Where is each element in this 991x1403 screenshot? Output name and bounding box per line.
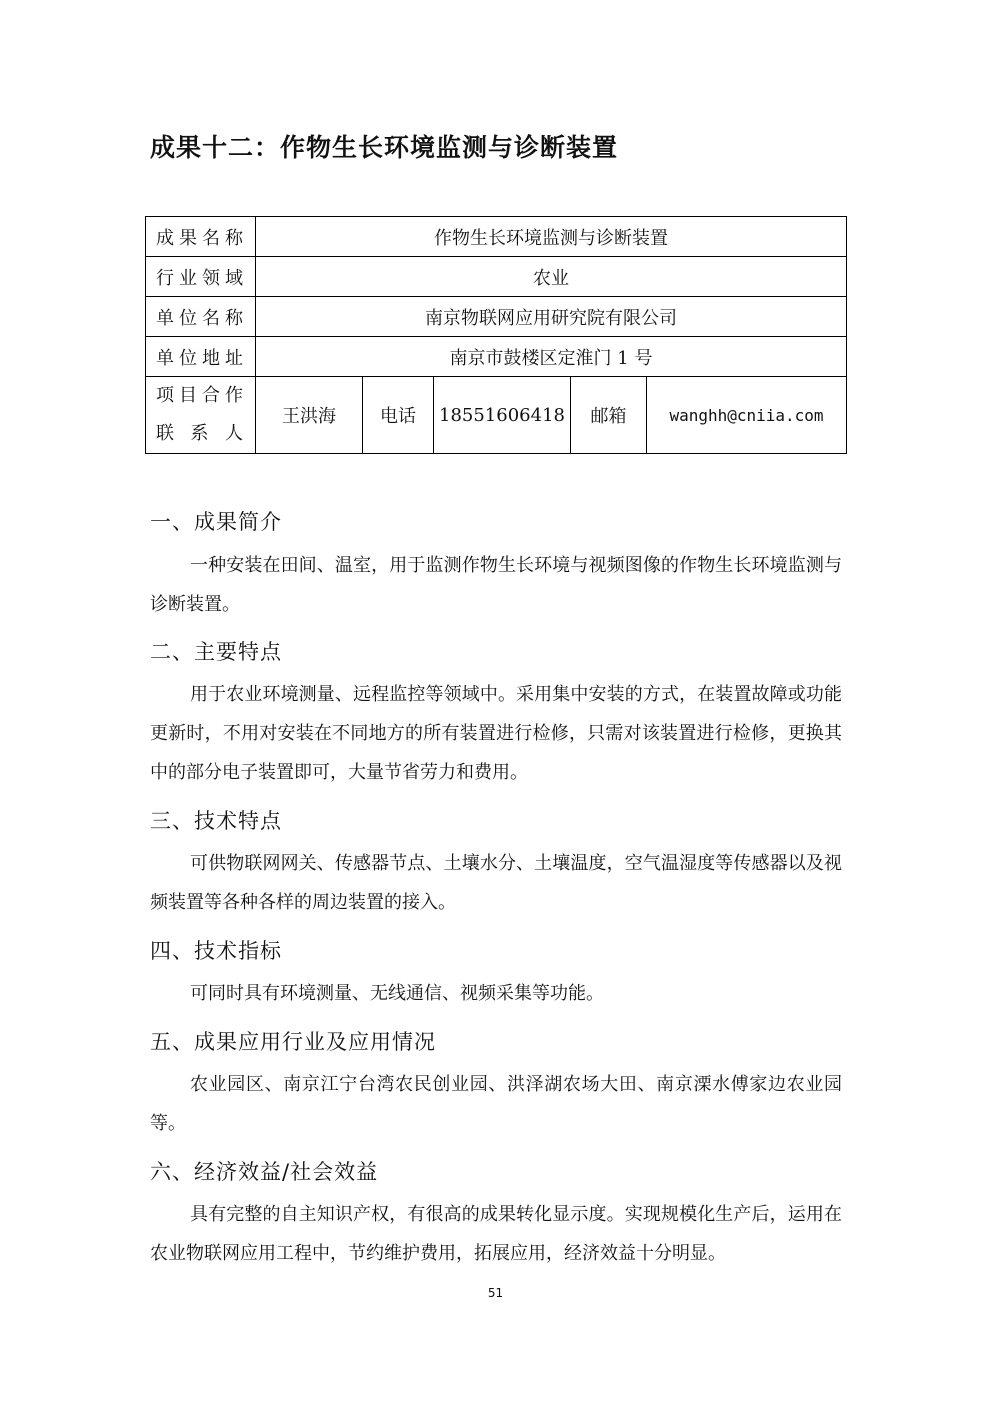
value-achievement-name: 作物生长环境监测与诊断装置 [256,217,847,257]
label-organization: 单位名称 [146,297,256,337]
section-body-tech-specs: 可同时具有环境测量、无线通信、视频采集等功能。 [190,983,604,1004]
section-body-tech-features: 可供物联网网关、传感器节点、土壤水分、土壤温度，空气温湿度等传感器以及视频装置等各种各样的周边装置的接入。 [150,853,842,913]
section-heading-application: 五、成果应用行业及应用情况 [150,1030,436,1054]
section-body-benefits: 具有完整的自主知识产权，有很高的成果转化显示度。实现规模化生产后，运用在农业物联网应用工程中，节约维护费用，拓展应用，经济效益十分明显。 [150,1204,842,1264]
section-body-application: 农业园区、南京江宁台湾农民创业园、洪泽湖农场大田、南京溧水傅家边农业园等。 [150,1074,842,1134]
phone-value: 18551606418 [434,377,571,454]
info-table [145,216,847,454]
section-heading-intro: 一、成果简介 [150,510,282,534]
email-label: 邮箱 [571,377,647,454]
contact-name: 王洪海 [256,377,363,454]
label-contact-line1: 项目合作 [156,385,245,406]
label-contact-line2: 联系人 [156,423,245,444]
section-body-intro: 一种安装在田间、温室，用于监测作物生长环境与视频图像的作物生长环境监测与诊断装置。 [150,555,842,615]
table-row-contact [146,377,847,454]
label-address: 单位地址 [146,337,256,377]
phone-label: 电话 [363,377,434,454]
page-number: 51 [487,1286,504,1300]
page-title: 成果十二：作物生长环境监测与诊断装置 [150,133,619,162]
section-heading-features: 二、主要特点 [150,640,282,664]
table-row-address [146,337,847,377]
table-row-achievement-name [146,217,847,257]
section-heading-benefits: 六、经济效益/社会效益 [150,1160,379,1184]
section-heading-tech-specs: 四、技术指标 [150,939,282,963]
table-row-industry [146,257,847,297]
value-address: 南京市鼓楼区定淮门 1 号 [256,337,847,377]
label-industry: 行业领域 [146,257,256,297]
section-body-features: 用于农业环境测量、远程监控等领域中。采用集中安装的方式，在装置故障或功能更新时，不用对安装在不同地方的所有装置进行检修，只需对该装置进行检修，更换其中的部分电子装置即可，大量节省劳力和费用。 [150,684,842,783]
value-organization: 南京物联网应用研究院有限公司 [256,297,847,337]
label-achievement-name: 成果名称 [146,217,256,257]
section-heading-tech-features: 三、技术特点 [150,809,282,833]
table-row-organization [146,297,847,337]
value-industry: 农业 [256,257,847,297]
email-value: wanghh@cniia.com [647,377,847,454]
label-contact [146,377,256,454]
